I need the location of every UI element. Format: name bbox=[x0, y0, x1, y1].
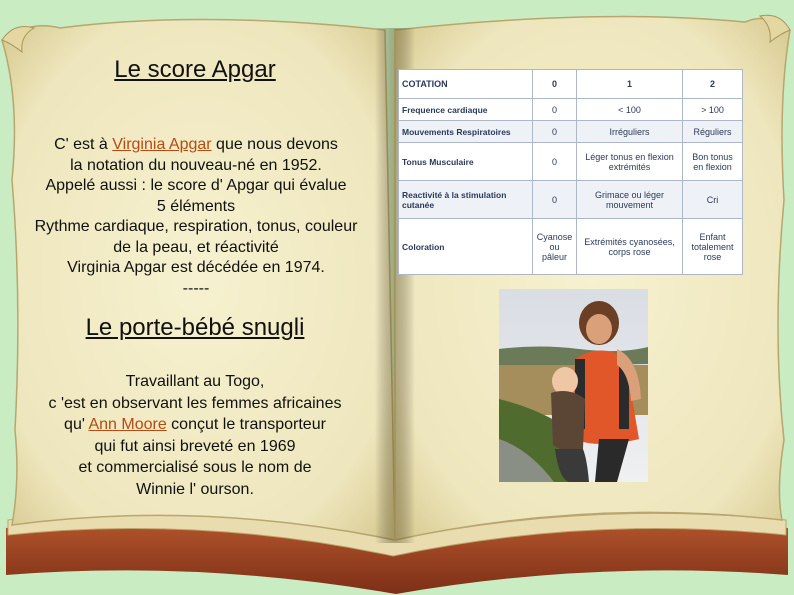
ann-moore-link[interactable]: Ann Moore bbox=[88, 416, 167, 433]
intro-line: C' est à Virginia Apgar que nous devons bbox=[54, 136, 338, 153]
table-cell: Cyanose ou pâleur bbox=[533, 219, 577, 275]
table-header-cell: 1 bbox=[577, 70, 683, 99]
intro-line: 5 éléments bbox=[156, 197, 236, 215]
story-line: Winnie l' ourson. bbox=[136, 480, 254, 498]
apgar-score-table bbox=[398, 69, 743, 275]
table-cell: < 100 bbox=[577, 99, 683, 121]
table-cell: Cri bbox=[683, 181, 743, 219]
intro-line: de la peau, et réactivité bbox=[113, 238, 279, 256]
table-cell: Frequence cardiaque bbox=[399, 99, 533, 121]
table-cell: Enfant totalement rose bbox=[683, 219, 743, 275]
snugli-description bbox=[20, 371, 370, 500]
table-header-cell: COTATION bbox=[399, 70, 533, 99]
story-line: Travaillant au Togo, bbox=[125, 373, 265, 390]
table-row bbox=[399, 219, 743, 275]
section-title-snugli: Le porte-bébé snugli bbox=[85, 314, 305, 341]
story-line: qui fut ainsi breveté en 1969 bbox=[94, 437, 296, 455]
apgar-description bbox=[8, 135, 384, 299]
table-cell: 0 bbox=[533, 143, 577, 181]
story-line: qu' Ann Moore conçut le transporteur bbox=[64, 416, 326, 433]
baby-carrier-photo bbox=[499, 289, 648, 482]
table-row bbox=[399, 143, 743, 181]
table-cell: Bon tonus en flexion bbox=[683, 143, 743, 181]
intro-line: Rythme cardiaque, respiration, tonus, couleur bbox=[34, 218, 358, 235]
intro-line: Appelé aussi : le score d' Apgar qui évalue bbox=[45, 177, 347, 194]
story-line: et commercialisé sous le nom de bbox=[78, 459, 312, 476]
separator-dashes: ----- bbox=[182, 279, 210, 297]
table-cell: Irréguliers bbox=[577, 121, 683, 143]
virginia-apgar-link[interactable]: Virginia Apgar bbox=[112, 136, 212, 153]
table-cell: 0 bbox=[533, 181, 577, 219]
table-cell: Réguliers bbox=[683, 121, 743, 143]
table-row bbox=[399, 121, 743, 143]
table-row bbox=[399, 181, 743, 219]
intro-line: Virginia Apgar est décédée en 1974. bbox=[67, 259, 325, 276]
table-header-cell: 0 bbox=[533, 70, 577, 99]
table-cell: > 100 bbox=[683, 99, 743, 121]
table-cell: Mouvements Respiratoires bbox=[399, 121, 533, 143]
table-header-cell: 2 bbox=[683, 70, 743, 99]
table-cell: 0 bbox=[533, 121, 577, 143]
table-cell: Reactivité à la stimulation cutanée bbox=[399, 181, 533, 219]
table-cell: Extrémités cyanosées, corps rose bbox=[577, 219, 683, 275]
table-cell: Léger tonus en flexion extrémités bbox=[577, 143, 683, 181]
section-title-apgar: Le score Apgar bbox=[114, 56, 276, 83]
story-line: c 'est en observant les femmes africaines bbox=[48, 394, 342, 412]
table-row bbox=[399, 99, 743, 121]
intro-line: la notation du nouveau-né en 1952. bbox=[70, 156, 322, 174]
table-cell: Coloration bbox=[399, 219, 533, 275]
table-header-row bbox=[399, 70, 743, 99]
table-cell: Grimace ou léger mouvement bbox=[577, 181, 683, 219]
table-cell: Tonus Musculaire bbox=[399, 143, 533, 181]
table-cell: 0 bbox=[533, 99, 577, 121]
